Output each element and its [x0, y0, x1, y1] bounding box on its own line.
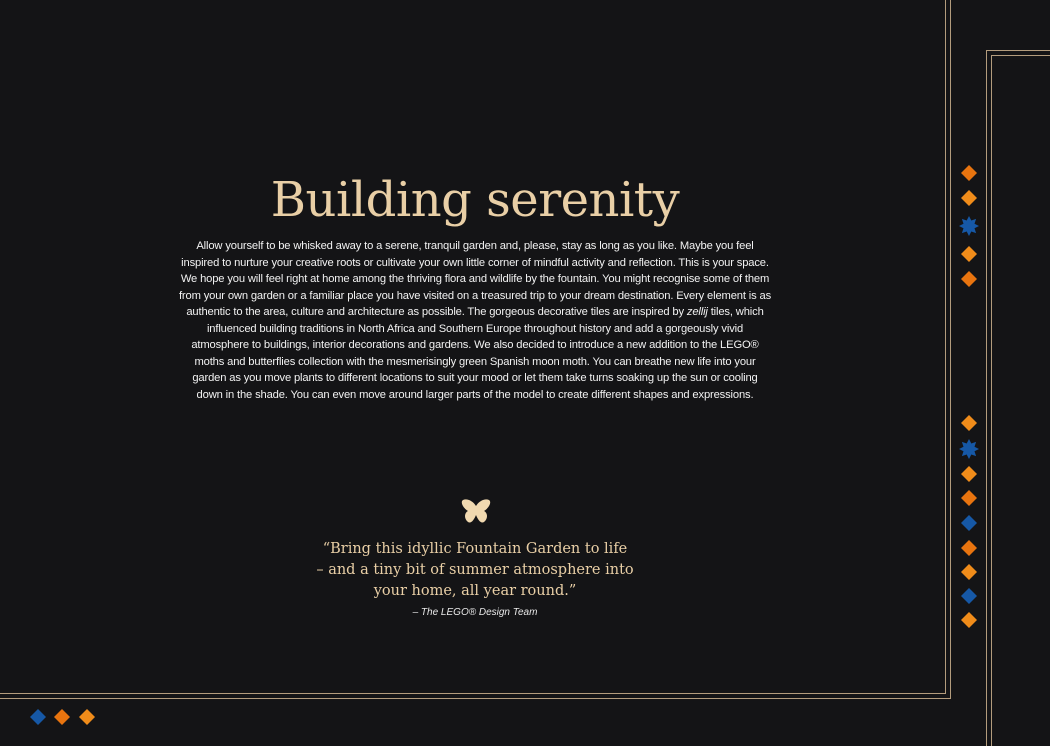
diamond-icon: [960, 587, 978, 605]
side-panel-line-outer-horizontal: [986, 50, 1050, 51]
body-text-emphasis: zellij: [686, 306, 708, 318]
side-panel-line-inner-horizontal: [991, 55, 1050, 56]
diamond-icon: [960, 465, 978, 483]
star-tile-icon: [959, 439, 979, 459]
diamond-icon: [960, 270, 978, 288]
diamond-icon: [960, 164, 978, 182]
body-text-part-2: tiles, which influenced building traditions in North Africa and Southern Europe throughout history and add a gorgeously vivid atmosphere to buildings, interior decorations and gardens. We also decided to introduce a new addition to the LEGO® moths and butterflies collection with the mesmerisingly green Spanish moon moth. You can breathe new life into your garden as you move plants to different locations to suit your mood or let them take turns soaking up the sun or cooling down in the shade. You can even move around larger parts of the model to create different shapes and expressions.: [191, 306, 764, 401]
diamond-icon: [960, 245, 978, 263]
diamond-icon: [78, 708, 96, 726]
side-panel-line-inner-vertical: [991, 55, 992, 746]
diamond-icon: [960, 189, 978, 207]
diamond-icon: [960, 563, 978, 581]
frame-line-outer-vertical: [950, 0, 951, 699]
side-panel-line-outer-vertical: [986, 50, 987, 746]
star-tile-icon: [959, 216, 979, 236]
body-paragraph: [178, 238, 772, 403]
quote-line-1: “Bring this idyllic Fountain Garden to life: [322, 541, 628, 557]
diamond-icon: [960, 539, 978, 557]
butterfly-icon: [458, 497, 494, 529]
diamond-icon: [960, 514, 978, 532]
page-title: Building serenity: [270, 172, 680, 228]
frame-line-inner-horizontal: [0, 693, 946, 694]
body-text-part-1: Allow yourself to be whisked away to a serene, tranquil garden and, please, stay as long as you like. Maybe you feel inspired to nurture your creative roots or cultivate your own little corner of mindful activity and reflection. This is your space. We hope you will feel right at home among the thriving flora and wildlife by the fountain. You might recognise some of them from your own garden or a familiar place you have visited on a treasured trip to your dream destination. Every element is as authentic to the area, culture and architecture as possible. The gorgeous decorative tiles are inspired by: [178, 240, 772, 318]
quote-attribution: – The LEGO® Design Team: [412, 607, 538, 618]
quote-line-3: your home, all year round.”: [373, 583, 577, 599]
diamond-icon: [29, 708, 47, 726]
diamond-icon: [53, 708, 71, 726]
quote-line-2: – and a tiny bit of summer atmosphere into: [316, 562, 634, 578]
frame-line-inner-vertical: [945, 0, 946, 694]
quote: [300, 539, 650, 602]
diamond-icon: [960, 414, 978, 432]
diamond-icon: [960, 611, 978, 629]
diamond-icon: [960, 489, 978, 507]
frame-line-outer-horizontal: [0, 698, 951, 699]
